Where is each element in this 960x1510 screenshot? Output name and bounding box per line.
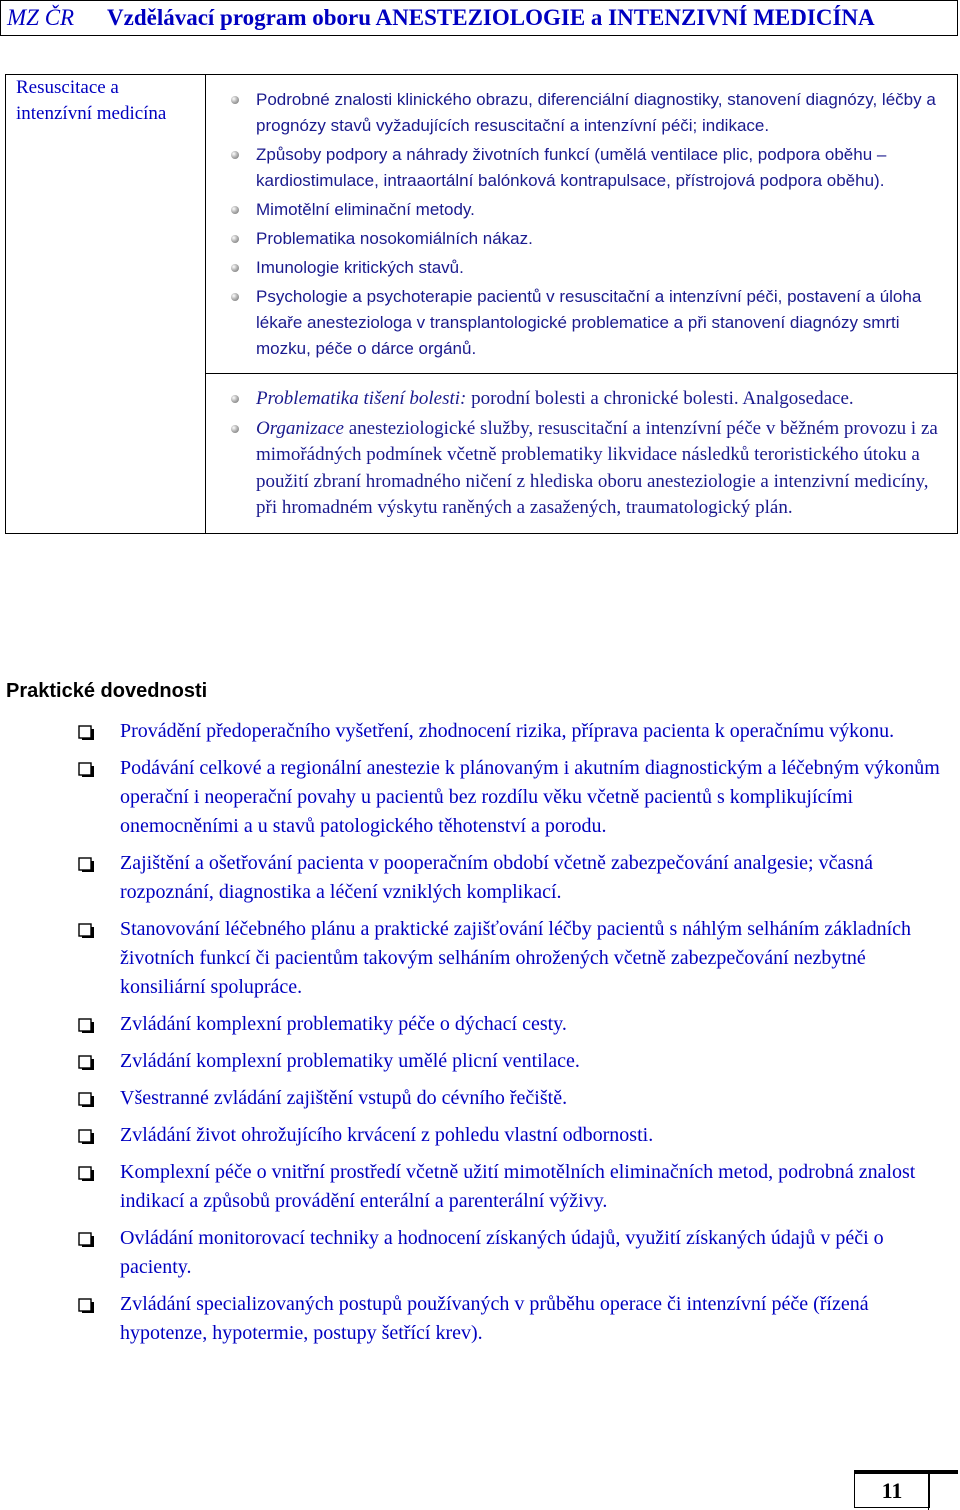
- skill-text: Stanovování léčebného plánu a praktické zajišťování léčby pacientů s náhlým selháním základních životních funkcí či pacientům takovým selháním ohrožených včetně zabezpečování nezbytné konsiliární spolupráce.: [120, 918, 912, 998]
- list-item: [78, 1158, 948, 1216]
- page-number: 11: [854, 1472, 930, 1508]
- header-title: Vzdělávací program oboru ANESTEZIOLOGIE a INTENZIVNÍ MEDICÍNA: [107, 5, 875, 30]
- knowledge-list-2: [222, 386, 951, 522]
- checkbox-icon: [78, 857, 96, 872]
- list-item: [222, 416, 951, 522]
- organization-heading: Organizace: [256, 417, 344, 439]
- checkbox-icon: [78, 1166, 96, 1181]
- practical-skills-list: [78, 717, 948, 1356]
- header-ministry: MZ ČR: [7, 5, 75, 30]
- checkbox-icon: [78, 1018, 96, 1033]
- content-cell-serif: [206, 374, 958, 534]
- list-item: [78, 1224, 948, 1282]
- list-item: [78, 1084, 948, 1113]
- list-item: Podrobné znalosti klinického obrazu, diferenciální diagnostiky, stanovení diagnózy, léčby a prognózy stavů vyžadujících resuscitační a intenzívní péči; indikace.: [222, 87, 951, 139]
- checkbox-icon: [78, 1298, 96, 1313]
- organization-text: anesteziologické služby, resuscitační a intenzívní péče v běžném provozu i za mimořádných podmínek včetně problematiky likvidace následků teroristického útoku a použití zbraní hromadného ničení z hlediska oboru anesteziologie a intenzivní medicíny, při hromadném výskytu raněných a zasažených, traumatologický plán.: [256, 417, 938, 518]
- list-item: [78, 1010, 948, 1039]
- checkbox-icon: [78, 762, 96, 777]
- page-number-side: [928, 1470, 958, 1510]
- list-item: [78, 1290, 948, 1348]
- list-item: [222, 386, 951, 413]
- checkbox-icon: [78, 923, 96, 938]
- content-cell-sans: [206, 75, 958, 374]
- skill-text: Zvládání specializovaných postupů používaných v průběhu operace či intenzívní péče (řízená hypotenze, hypotermie, postupy šetřící krev).: [120, 1293, 869, 1344]
- list-item: Způsoby podpory a náhrady životních funkcí (umělá ventilace plic, podpora oběhu – kardiostimulace, intraaortální balónková kontrapulsace, přístrojová podpora oběhu).: [222, 142, 951, 194]
- list-item: [78, 754, 948, 841]
- skill-text: Podávání celkové a regionální anestezie k plánovaným i akutním diagnostickým a léčebným výkonům operační i neoperační povahy u pacientů bez rozdílu věku včetně pacientů s komplikujícími onemocněními a u stavů patologického těhotenství a porodu.: [120, 757, 940, 837]
- category-cell: Resuscitace a intenzívní medicína: [6, 75, 206, 534]
- skill-text: Ovládání monitorovací techniky a hodnocení získaných údajů, využití získaných údajů v péči o pacienty.: [120, 1227, 884, 1278]
- checkbox-icon: [78, 1232, 96, 1247]
- pain-heading: Problematika tišení bolesti:: [256, 388, 467, 409]
- list-item: Problematika nosokomiálních nákaz.: [222, 226, 951, 252]
- list-item: [78, 915, 948, 1002]
- checkbox-icon: [78, 1129, 96, 1144]
- table-row: [6, 75, 958, 374]
- list-item: Psychologie a psychoterapie pacientů v resuscitační a intenzívní péči, postavení a úloha lékaře anesteziologa v transplantologické problematice a při stanovení diagnózy smrti mozku, péče o dárce orgánů.: [222, 284, 951, 362]
- pain-text: porodní bolesti a chronické bolesti. Analgosedace.: [466, 388, 854, 409]
- knowledge-list: [222, 87, 951, 362]
- skill-text: Provádění předoperačního vyšetření, zhodnocení rizika, příprava pacienta k operačnímu výkonu.: [120, 720, 895, 742]
- skill-text: Komplexní péče o vnitřní prostředí včetně užití mimotělních eliminačních metod, podrobná znalost indikací a způsobů provádění enterální a parenterální výživy.: [120, 1161, 916, 1212]
- skill-text: Všestranné zvládání zajištění vstupů do cévního řečiště.: [120, 1087, 568, 1109]
- skill-text: Zvládání komplexní problematiky péče o dýchací cesty.: [120, 1013, 567, 1035]
- checkbox-icon: [78, 725, 96, 740]
- skill-text: Zajištění a ošetřování pacienta v pooperačním období včetně zabezpečování analgesie; včasná rozpoznání, diagnostika a léčení vzniklých komplikací.: [120, 852, 874, 903]
- list-item: [78, 1047, 948, 1076]
- practical-skills-title: Praktické dovednosti: [6, 680, 208, 702]
- list-item: [78, 849, 948, 907]
- list-item: [78, 1121, 948, 1150]
- list-item: [78, 717, 948, 746]
- checkbox-icon: [78, 1092, 96, 1107]
- list-item: Mimotělní eliminační metody.: [222, 197, 951, 223]
- knowledge-table: [5, 74, 958, 534]
- skill-text: Zvládání život ohrožujícího krvácení z pohledu vlastní odbornosti.: [120, 1124, 654, 1146]
- list-item: Imunologie kritických stavů.: [222, 255, 951, 281]
- page-header: [0, 0, 958, 36]
- skill-text: Zvládání komplexní problematiky umělé plicní ventilace.: [120, 1050, 580, 1072]
- checkbox-icon: [78, 1055, 96, 1070]
